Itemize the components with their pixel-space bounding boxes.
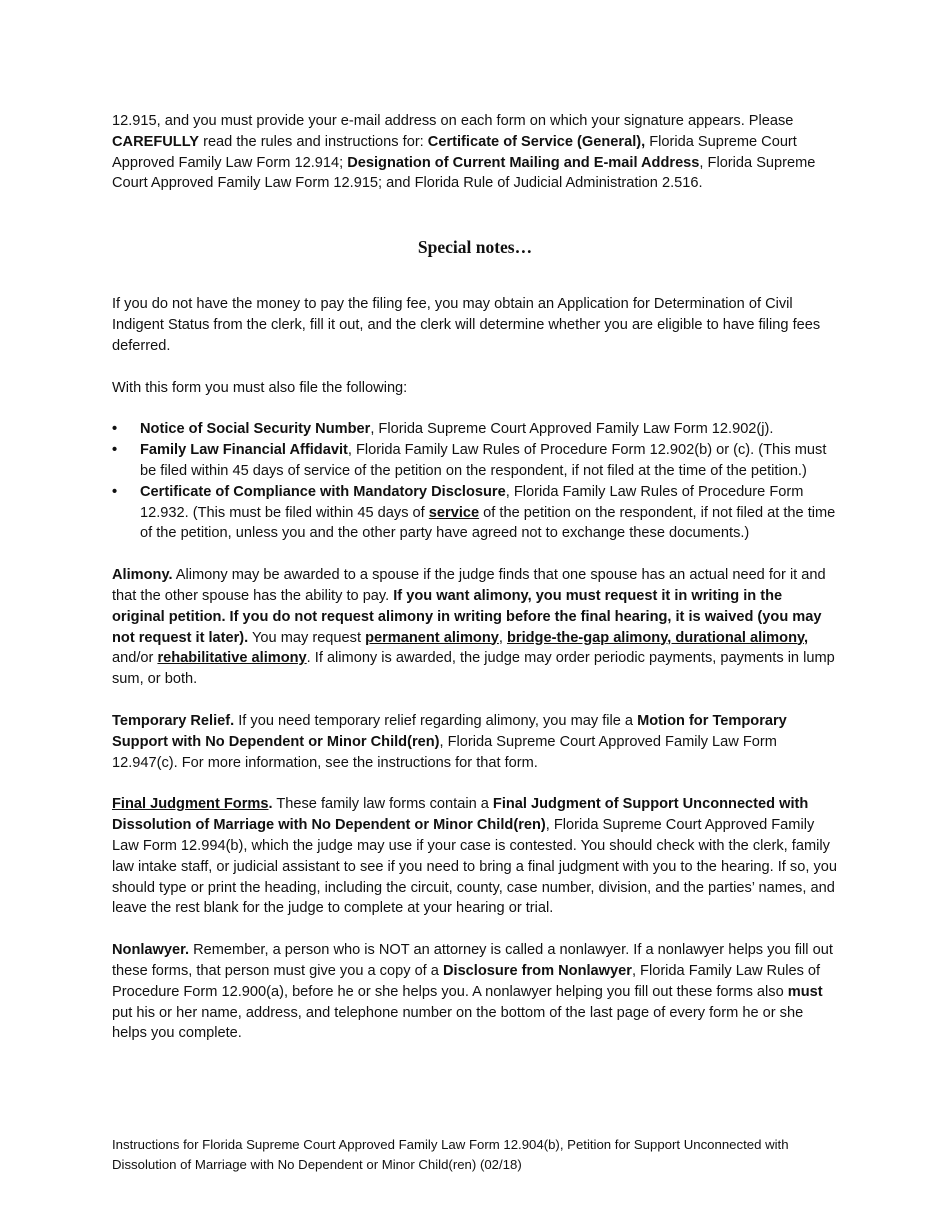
list-item-bold: Certificate of Compliance with Mandatory Disclosure [140, 483, 506, 500]
temporary-relief-bold-motion: Motion for Temporary Support with No Dependent or Minor Child(ren) [112, 712, 787, 750]
nonlawyer-bold-must: must [787, 983, 823, 1000]
final-judgment-label: Final Judgment Forms [112, 796, 269, 813]
list-item [112, 419, 838, 440]
final-judgment-paragraph [112, 794, 838, 919]
temporary-relief-label: Temporary Relief. [112, 712, 235, 729]
with-form-intro: With this form you must also file the following: [112, 379, 408, 396]
intro-bold-designation: Designation of Current Mailing and E-mail Address [347, 154, 700, 171]
temporary-relief-text-2: , Florida Supreme Court Approved Family Law Form 12.947(c). For more information, see the instructions for that form. [112, 733, 777, 771]
temporary-relief-paragraph [112, 711, 838, 773]
list-item-text: , Florida Family Law Rules of Procedure Form 12.902(b) or (c). (This must be filed within 45 days of service of the petition on the respondent, if not filed at the time of the petition.) [140, 442, 827, 479]
intro-bold-certificate: Certificate of Service (General), [427, 133, 646, 150]
nonlawyer-paragraph [112, 940, 838, 1044]
alimony-paragraph [112, 565, 838, 690]
list-item [112, 482, 838, 544]
temporary-relief-text-1: If you need temporary relief regarding alimony, you may file a [234, 712, 638, 729]
page-body [112, 111, 838, 1044]
intro-text-4: , Florida Supreme Court Approved Family Law Form 12.915; and Florida Rule of Judicial Administration 2.516. [112, 154, 816, 192]
list-item-text: , Florida Family Law Rules of Procedure Form 12.932. (This must be filed within 45 days of [140, 483, 804, 521]
intro-text-1: 12.915, and you must provide your e-mail address on each form on which your signature appears. Please [112, 113, 794, 129]
intro-text-2: read the rules and instructions for: [199, 133, 428, 150]
final-judgment-dot: . [268, 796, 273, 813]
nonlawyer-text-2: , Florida Family Law Rules of Procedure Form 12.900(a), before he or she helps you. A nonlawyer helping you fill out these forms also [112, 962, 821, 1000]
list-item-bold: Notice of Social Security Number [140, 421, 371, 438]
bullet-icon: • [112, 442, 118, 459]
final-judgment-bold-form: Final Judgment of Support Unconnected with Dissolution of Marriage with No Dependent or Minor Child(ren) [112, 796, 809, 834]
bullet-icon: • [112, 483, 118, 500]
nonlawyer-bold-disclosure: Disclosure from Nonlawyer [442, 962, 632, 979]
intro-paragraph [112, 111, 838, 194]
alimony-permanent: permanent alimony [365, 629, 499, 646]
alimony-bridge-durational: bridge-the-gap alimony, durational alimony, [506, 629, 809, 646]
nonlawyer-text-1: Remember, a person who is NOT an attorney is called a nonlawyer. If a nonlawyer helps you fill out these forms, that person must give you a copy of a [112, 942, 833, 979]
intro-text-3: Florida Supreme Court Approved Family Law Form 12.914; [112, 133, 797, 171]
list-item-bold: Family Law Financial Affidavit [140, 442, 348, 459]
alimony-label: Alimony. [112, 567, 173, 584]
list-item [112, 440, 838, 482]
alimony-text-3: , [498, 629, 507, 646]
fee-paragraph: If you do not have the money to pay the filing fee, you may obtain an Application for Determination of Civil Indigent Status from the clerk, fill it out, and the clerk will determine whether you are eligible to have filing fees deferred. [112, 296, 821, 354]
final-judgment-text-1: These family law forms contain a [272, 796, 493, 813]
alimony-text-4: and/or [112, 650, 158, 667]
special-notes-heading: Special notes… [417, 237, 533, 258]
alimony-text-5: . If alimony is awarded, the judge may order periodic payments, payments in lump sum, or both. [112, 650, 835, 688]
list-item-text: of the petition on the respondent, if not filed at the time of the petition, unless you and the other party have agreed not to exchange these documents.) [140, 504, 836, 542]
final-judgment-text-2: , Florida Supreme Court Approved Family Law Form 12.994(b), which the judge may use if your case is contested. You should check with the clerk, family law intake staff, or judicial assistant to see if you need to bring a final judgment with you to the hearing. If so, you should type or print the heading, including the circuit, county, case number, division, and the parties’ names, and leave the rest blank for the judge to complete at your hearing or trial. [112, 817, 837, 917]
list-item-service: service [428, 504, 480, 521]
alimony-bold-request: If you want alimony, you must request it in writing in the original petition. If you do not request alimony in writing before the final hearing, it is waived (you may not request it later). [112, 587, 822, 646]
list-item-text: , Florida Supreme Court Approved Family Law Form 12.902(j). [370, 421, 774, 438]
alimony-text-2: You may request [248, 629, 366, 646]
bullet-icon: • [112, 421, 118, 438]
nonlawyer-text-3: put his or her name, address, and telephone number on the bottom of the last page of every form he or she helps you complete. [112, 1004, 804, 1042]
alimony-rehabilitative: rehabilitative alimony [157, 650, 307, 667]
nonlawyer-label: Nonlawyer. [112, 942, 190, 959]
alimony-text-1: Alimony may be awarded to a spouse if the judge finds that one spouse has an actual need for it and that the other spouse has the ability to pay. [112, 567, 826, 604]
page-footer: Instructions for Florida Supreme Court Approved Family Law Form 12.904(b), Petition for Support Unconnected with Dissolution of Marriage with No Dependent or Minor Child(ren) (02/18) [112, 1137, 789, 1172]
intro-bold-carefully: CAREFULLY [112, 133, 200, 150]
required-forms-list [112, 419, 838, 544]
